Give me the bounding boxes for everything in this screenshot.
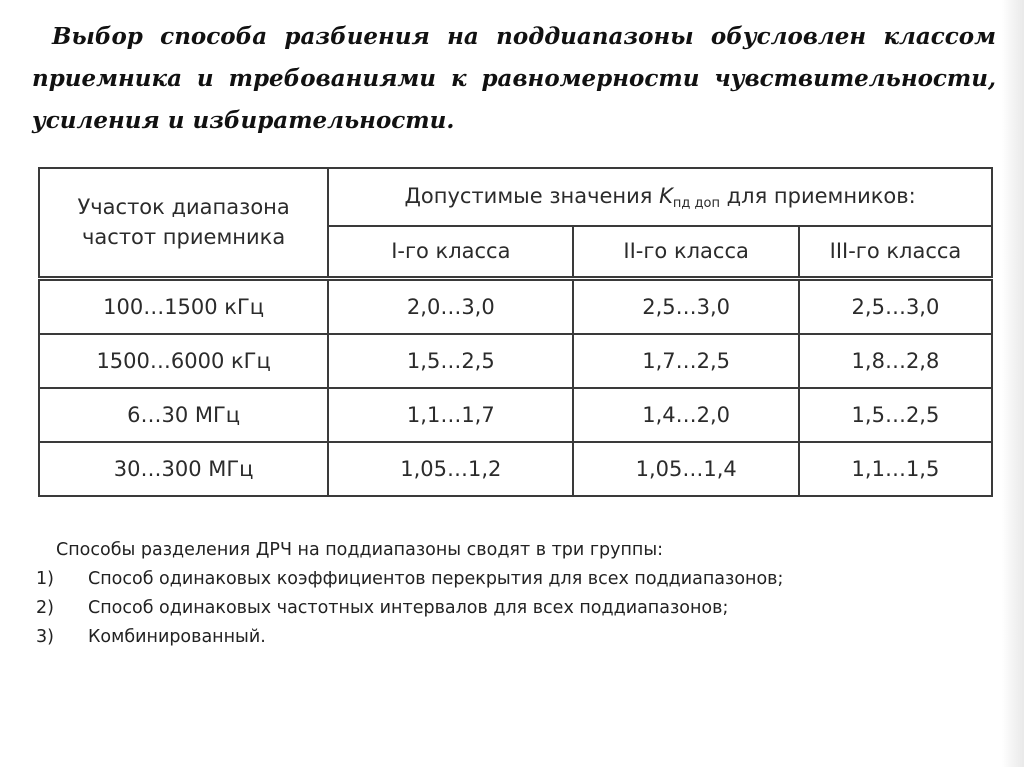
list-item-number: 3): [36, 627, 54, 647]
value-cell: 1,1…1,7: [328, 388, 573, 442]
group-header-suffix: для приемников:: [719, 183, 916, 208]
list-item: [36, 565, 936, 594]
class-header: III-го класса: [799, 226, 992, 278]
range-cell: 30…300 МГц: [39, 442, 328, 496]
value-cell: 2,5…3,0: [799, 278, 992, 334]
table-row: [39, 442, 992, 496]
intro-text: Выбор способа разбиения на поддиапазоны обусловлен классом приемника и требованиями к равномерности чувствительности, усиления и избирательности.: [32, 23, 996, 134]
range-header: Участок диапазона частот приемника: [77, 195, 290, 250]
methods-list: [36, 536, 936, 652]
table-header-row: [39, 168, 992, 226]
range-cell: 100…1500 кГц: [39, 278, 328, 334]
range-header-cell: [39, 168, 328, 278]
list-item: [36, 594, 936, 623]
value-cell: 2,0…3,0: [328, 278, 573, 334]
value-cell: 1,1…1,5: [799, 442, 992, 496]
class-header: I-го класса: [328, 226, 573, 278]
list-item-text: Способ одинаковых коэффициентов перекрытия для всех поддиапазонов;: [88, 569, 784, 589]
range-cell: 1500…6000 кГц: [39, 334, 328, 388]
group-header-symbol: K: [659, 183, 673, 208]
table-row: [39, 388, 992, 442]
right-edge-shadow: [1002, 0, 1024, 767]
value-cell: 1,7…2,5: [573, 334, 799, 388]
list-item: [36, 623, 936, 652]
intro-paragraph: [32, 16, 996, 142]
value-cell: 1,5…2,5: [799, 388, 992, 442]
group-header-subscript: пд доп: [672, 195, 720, 211]
list-item-text: Способ одинаковых частотных интервалов для всех поддиапазонов;: [88, 598, 729, 618]
list-item-number: 1): [36, 569, 54, 589]
table-row: [39, 334, 992, 388]
value-cell: 1,4…2,0: [573, 388, 799, 442]
value-cell: 2,5…3,0: [573, 278, 799, 334]
list-item-text: Комбинированный.: [88, 627, 266, 647]
value-cell: 1,05…1,4: [573, 442, 799, 496]
value-cell: 1,8…2,8: [799, 334, 992, 388]
group-header-prefix: Допустимые значения: [404, 183, 660, 208]
group-header-cell: [328, 168, 992, 226]
tolerance-table: [38, 167, 993, 497]
class-header: II-го класса: [573, 226, 799, 278]
range-cell: 6…30 МГц: [39, 388, 328, 442]
value-cell: 1,05…1,2: [328, 442, 573, 496]
list-item-number: 2): [36, 598, 54, 618]
table-row: [39, 278, 992, 334]
methods-lead: Способы разделения ДРЧ на поддиапазоны сводят в три группы:: [56, 540, 664, 560]
value-cell: 1,5…2,5: [328, 334, 573, 388]
